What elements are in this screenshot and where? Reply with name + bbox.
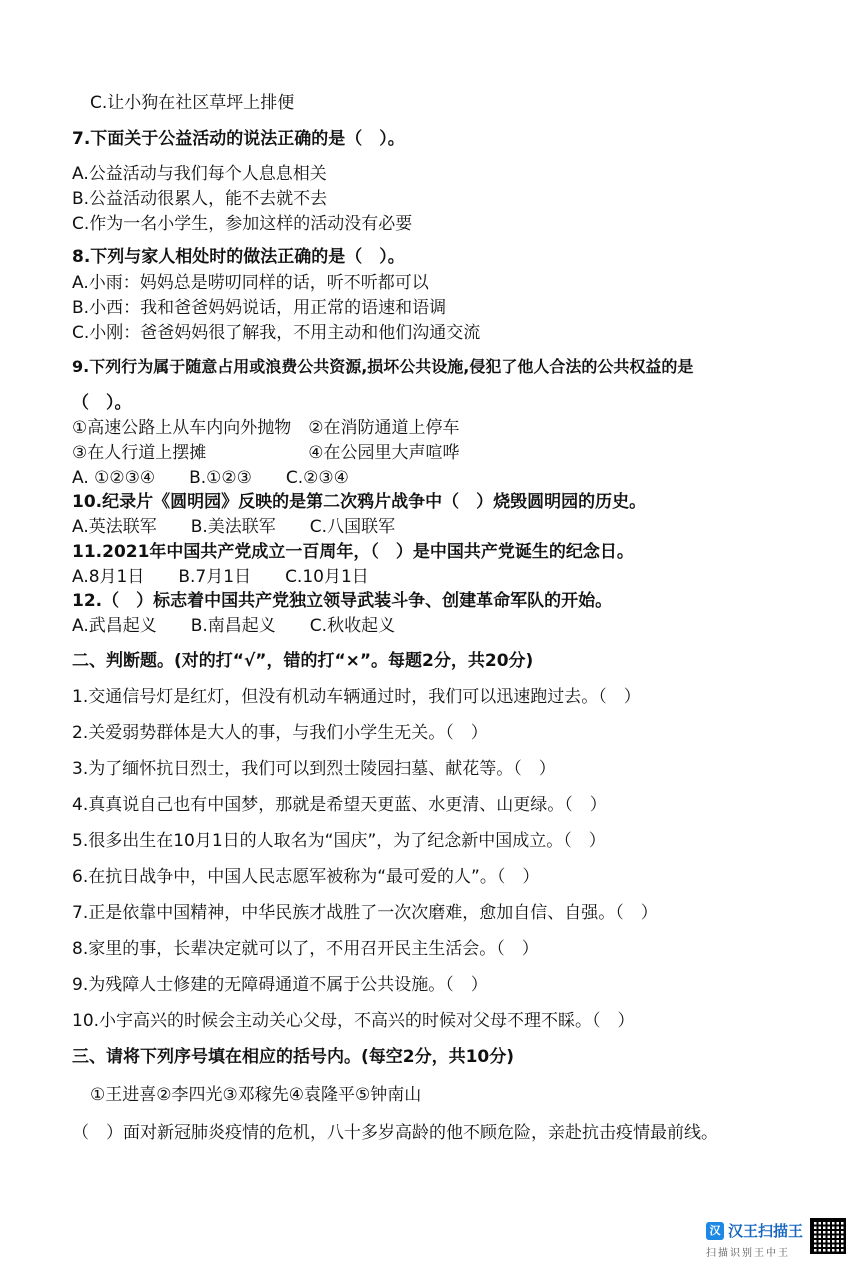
question-7: 7.下面关于公益活动的说法正确的是（ ）。: [72, 129, 405, 149]
qr-code-icon: [810, 1218, 846, 1254]
q6-option-c: C.让小狗在社区草坪上排便: [90, 93, 295, 113]
judge-10: 10.小宇高兴的时候会主动关心父母，不高兴的时候对父母不理不睬。（ ）: [72, 1011, 635, 1031]
judge-6: 6.在抗日战争中，中国人民志愿军被称为“最可爱的人”。（ ）: [72, 867, 540, 887]
judge-9: 9.为残障人士修建的无障碍通道不属于公共设施。（ ）: [72, 975, 488, 995]
q8-option-b: B.小西：我和爸爸妈妈说话，用正常的语速和语调: [72, 298, 447, 318]
question-9-blank: （ ）。: [72, 393, 132, 413]
q7-option-b: B.公益活动很累人，能不去就不去: [72, 189, 328, 209]
judge-5: 5.很多出生在10月1日的人取名为“国庆”，为了纪念新中国成立。（ ）: [72, 831, 606, 851]
q12-options: A.武昌起义 B.南昌起义 C.秋收起义: [72, 616, 396, 636]
section-2-heading: 二、判断题。(对的打“√”，错的打“×”。每题2分，共20分): [72, 651, 534, 671]
question-12: 12.（ ）标志着中国共产党独立领导武装斗争、创建革命军队的开始。: [72, 591, 613, 611]
scanner-subtitle: 扫描识别王中王: [706, 1248, 790, 1259]
question-8: 8.下列与家人相处时的做法正确的是（ ）。: [72, 247, 405, 267]
q9-item-3-4: ③在人行道上摆摊 ④在公园里大声喧哗: [72, 443, 460, 463]
name-list: ①王进喜②李四光③邓稼先④袁隆平⑤钟南山: [90, 1085, 422, 1105]
judge-8: 8.家里的事，长辈决定就可以了，不用召开民主生活会。（ ）: [72, 939, 539, 959]
q8-option-c: C.小刚：爸爸妈妈很了解我，不用主动和他们沟通交流: [72, 323, 481, 343]
judge-7: 7.正是依靠中国精神，中华民族才战胜了一次次磨难，愈加自信、自强。（ ）: [72, 903, 658, 923]
q8-option-a: A.小雨：妈妈总是唠叨同样的话，听不听都可以: [72, 273, 429, 293]
judge-2: 2.关爱弱势群体是大人的事，与我们小学生无关。（ ）: [72, 723, 488, 743]
scanner-title: 汉王扫描王: [728, 1222, 804, 1240]
scanner-watermark: [706, 1218, 846, 1266]
section-3-heading: 三、请将下列序号填在相应的括号内。(每空2分，共10分): [72, 1047, 515, 1067]
q11-options: A.8月1日 B.7月1日 C.10月1日: [72, 567, 369, 587]
q9-options: A. ①②③④ B.①②③ C.②③④: [72, 468, 349, 488]
q10-options: A.英法联军 B.美法联军 C.八国联军: [72, 517, 396, 537]
judge-1: 1.交通信号灯是红灯，但没有机动车辆通过时，我们可以迅速跑过去。（ ）: [72, 687, 641, 707]
judge-3: 3.为了缅怀抗日烈士，我们可以到烈士陵园扫墓、献花等。（ ）: [72, 759, 556, 779]
scanner-logo-icon: 汉: [706, 1222, 724, 1240]
question-9: 9.下列行为属于随意占用或浪费公共资源,损坏公共设施,侵犯了他人合法的公共权益的是: [72, 357, 694, 376]
fill-1: （ ）面对新冠肺炎疫情的危机，八十多岁高龄的他不顾危险，亲赴抗击疫情最前线。: [72, 1123, 718, 1143]
q7-option-c: C.作为一名小学生，参加这样的活动没有必要: [72, 214, 413, 234]
question-10: 10.纪录片《圆明园》反映的是第二次鸦片战争中（ ）烧毁圆明园的历史。: [72, 492, 647, 512]
q7-option-a: A.公益活动与我们每个人息息相关: [72, 164, 327, 184]
q9-item-1-2: ①高速公路上从车内向外抛物 ②在消防通道上停车: [72, 418, 460, 438]
judge-4: 4.真真说自己也有中国梦，那就是希望天更蓝、水更清、山更绿。（ ）: [72, 795, 607, 815]
question-11: 11.2021年中国共产党成立一百周年，（ ）是中国共产党诞生的纪念日。: [72, 542, 634, 562]
